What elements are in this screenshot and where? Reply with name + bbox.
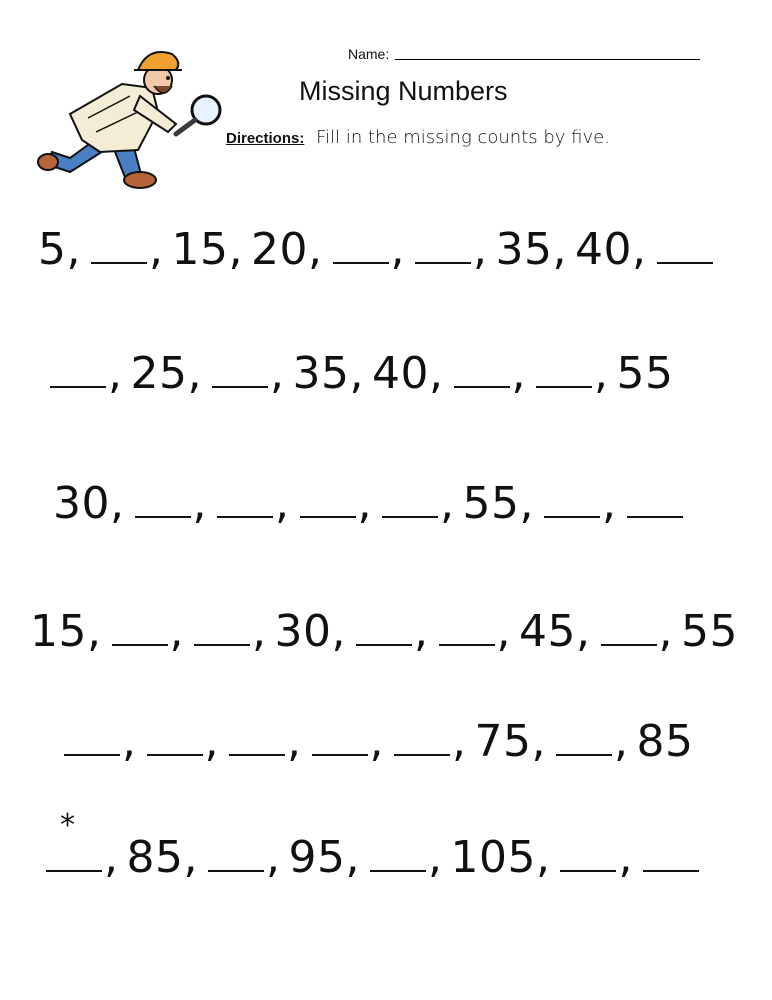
given-number: 40 [372,348,429,399]
given-number: 25 [130,348,188,399]
comma-separator: , [496,606,511,657]
star-marker: * [60,808,75,843]
answer-blank[interactable] [556,724,612,756]
page-title: Missing Numbers [299,76,508,106]
comma-separator: , [345,832,360,883]
comma-separator: , [369,716,384,767]
answer-blank[interactable] [536,356,592,388]
answer-blank[interactable] [112,614,168,646]
given-number: 20 [251,224,308,275]
comma-separator: , [349,348,364,399]
comma-separator: , [110,478,125,529]
answer-blank[interactable] [415,232,471,264]
answer-blank[interactable] [382,486,438,518]
answer-blank[interactable] [91,232,147,264]
answer-blank[interactable] [544,486,600,518]
answer-blank[interactable] [560,840,616,872]
answer-blank[interactable] [312,724,368,756]
comma-separator: , [535,832,551,883]
given-number: 95 [288,832,346,883]
answer-blank[interactable] [370,840,426,872]
given-number: 15 [171,224,229,275]
comma-separator: , [440,478,455,529]
given-number: 45 [519,606,576,657]
answer-blank[interactable] [194,614,250,646]
answer-blank[interactable] [356,614,412,646]
answer-blank[interactable] [64,724,120,756]
name-label: Name: [348,46,390,62]
answer-blank[interactable] [657,232,713,264]
directions-label: Directions: [226,130,305,147]
given-number: 85 [636,716,694,767]
comma-separator: , [252,606,267,657]
comma-separator: , [594,348,609,399]
comma-separator: , [473,224,488,275]
answer-blank[interactable] [229,724,285,756]
comma-separator: , [266,832,281,883]
comma-separator: , [331,606,346,657]
comma-separator: , [390,224,405,275]
comma-separator: , [618,832,633,883]
answer-blank[interactable] [212,356,268,388]
name-field[interactable] [348,46,700,62]
given-number: 40 [575,224,632,275]
comma-separator: , [414,606,429,657]
answer-blank[interactable] [208,840,264,872]
given-number: 85 [126,832,184,883]
given-number: 55 [681,606,738,657]
answer-blank[interactable] [627,486,683,518]
comma-separator: , [357,478,372,529]
answer-blank[interactable] [300,486,356,518]
comma-separator: , [204,716,219,767]
comma-separator: , [287,716,302,767]
directions-text: Fill in the missing counts by five. [316,127,610,148]
detective-illustration [30,40,240,190]
given-number: 15 [30,606,87,657]
directions [226,127,610,148]
comma-separator: , [192,478,207,529]
number-row-3 [53,478,685,529]
answer-blank[interactable] [643,840,699,872]
comma-separator: , [270,348,285,399]
answer-blank[interactable] [50,356,106,388]
answer-blank[interactable] [601,614,657,646]
comma-separator: , [531,716,546,767]
given-number: 55 [462,478,520,529]
name-line[interactable] [395,47,700,60]
comma-separator: , [452,716,467,767]
comma-separator: , [576,606,591,657]
comma-separator: , [275,478,290,529]
comma-separator: , [187,348,202,399]
comma-separator: , [149,224,164,275]
comma-separator: , [66,224,81,275]
comma-separator: , [519,478,534,529]
answer-blank[interactable] [135,486,191,518]
number-row-5 [62,716,694,767]
comma-separator: , [602,478,617,529]
given-number: 30 [274,606,332,657]
comma-separator: , [183,832,198,883]
given-number: 105 [450,832,536,883]
comma-separator: , [108,348,123,399]
comma-separator: , [428,832,443,883]
answer-blank[interactable] [147,724,203,756]
comma-separator: , [429,348,444,399]
given-number: 75 [474,716,532,767]
number-row-4 [30,606,738,657]
comma-separator: , [632,224,647,275]
comma-separator: , [87,606,102,657]
number-row-6 [44,832,701,883]
answer-blank[interactable] [454,356,510,388]
comma-separator: , [658,606,673,657]
comma-separator: , [122,716,137,767]
number-row-1 [38,224,715,275]
comma-separator: , [104,832,119,883]
comma-separator: , [308,224,323,275]
answer-blank[interactable] [394,724,450,756]
comma-separator: , [228,224,243,275]
given-number: 5 [38,224,67,275]
given-number: 55 [616,348,674,399]
answer-blank[interactable] [217,486,273,518]
answer-blank[interactable] [333,232,389,264]
given-number: 30 [53,478,110,529]
comma-separator: , [552,224,567,275]
comma-separator: , [169,606,184,657]
answer-blank[interactable] [46,840,102,872]
answer-blank[interactable] [439,614,495,646]
comma-separator: , [614,716,629,767]
comma-separator: , [511,348,526,399]
number-row-2 [48,348,674,399]
given-number: 35 [292,348,350,399]
given-number: 35 [495,224,553,275]
